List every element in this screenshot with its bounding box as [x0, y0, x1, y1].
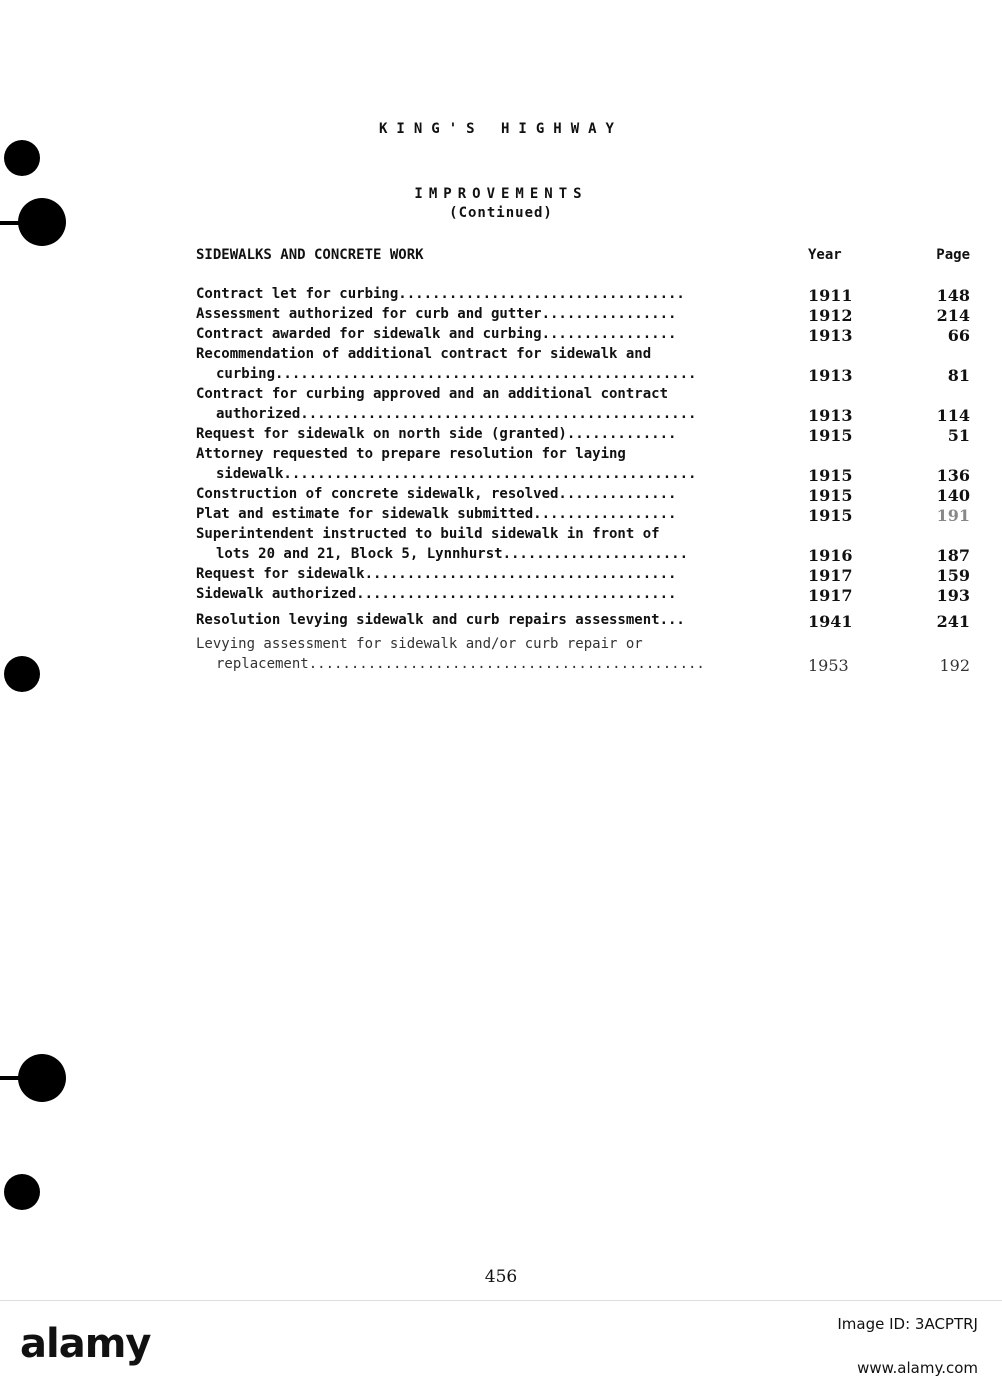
entry-description: Plat and estimate for sidewalk submitted................. [196, 506, 677, 522]
entry-year: 1917 [808, 586, 853, 605]
entry-page: 81 [947, 366, 970, 385]
entry-page: 140 [936, 486, 970, 505]
entry-description: curbing.................................................. [216, 366, 697, 382]
page-number: 456 [484, 1267, 518, 1287]
entry-page: 191 [936, 506, 970, 525]
binder-hole-2-tab [0, 221, 26, 225]
entry-page: 51 [947, 426, 970, 445]
entry-year: 1913 [808, 406, 853, 425]
year-column-header: Year [808, 247, 842, 263]
entry-description: Resolution levying sidewalk and curb repairs assessment... [196, 612, 685, 628]
entry-year: 1912 [808, 306, 853, 325]
entry-description: Construction of concrete sidewalk, resolved.............. [196, 486, 677, 502]
entry-description: replacement............................................... [216, 656, 705, 672]
entry-description: Contract for curbing approved and an additional contract [196, 386, 669, 402]
entry-year: 1915 [808, 506, 853, 525]
entry-description: sidewalk................................................. [216, 466, 697, 482]
page-column-header: Page [936, 247, 970, 263]
entry-page: 187 [936, 546, 970, 565]
entry-page: 241 [936, 612, 970, 631]
entry-description: Contract let for curbing.................................. [196, 286, 685, 302]
binder-hole-3 [4, 656, 40, 692]
entry-page: 193 [936, 586, 970, 605]
entry-year: 1913 [808, 366, 853, 385]
entry-year: 1911 [808, 286, 853, 305]
entry-description: authorized............................................... [216, 406, 697, 422]
brand-logo: alamy [20, 1321, 151, 1367]
binder-hole-1 [4, 140, 40, 176]
entry-page: 214 [936, 306, 970, 325]
watermark-footer [0, 1300, 1002, 1391]
entry-description: Assessment authorized for curb and gutter................ [196, 306, 677, 322]
entry-description: Request for sidewalk..................................... [196, 566, 677, 582]
entry-year: 1915 [808, 486, 853, 505]
entry-page: 159 [936, 566, 970, 585]
binder-hole-4-tab [0, 1076, 26, 1080]
section-heading: SIDEWALKS AND CONCRETE WORK [196, 247, 424, 263]
entry-description: Superintendent instructed to build sidewalk in front of [196, 526, 660, 542]
entry-year: 1915 [808, 426, 853, 445]
document-continued-note: (Continued) [449, 205, 553, 221]
entry-description: Recommendation of additional contract for sidewalk and [196, 346, 652, 362]
entry-page: 192 [939, 656, 970, 675]
entry-year: 1913 [808, 326, 853, 345]
entry-year: 1916 [808, 546, 853, 565]
entry-page: 66 [947, 326, 970, 345]
entry-page: 114 [936, 406, 970, 425]
entry-description: Attorney requested to prepare resolution for laying [196, 446, 626, 462]
entry-description: Sidewalk authorized...................................... [196, 586, 677, 602]
entry-year: 1917 [808, 566, 853, 585]
entry-description: lots 20 and 21, Block 5, Lynnhurst...................... [216, 546, 689, 562]
entry-description: Request for sidewalk on north side (granted)............. [196, 426, 677, 442]
entry-description: Levying assessment for sidewalk and/or curb repair or [196, 636, 643, 652]
document-subtitle: IMPROVEMENTS [414, 186, 588, 202]
image-id: Image ID: 3ACPTRJ [837, 1315, 978, 1333]
entry-page: 148 [936, 286, 970, 305]
watermark-url: www.alamy.com [857, 1359, 978, 1377]
entry-description: Contract awarded for sidewalk and curbing................ [196, 326, 677, 342]
document-title: KING'S HIGHWAY [378, 121, 623, 137]
entry-page: 136 [936, 466, 970, 485]
entry-year: 1915 [808, 466, 853, 485]
entry-year: 1953 [808, 656, 849, 675]
binder-hole-5 [4, 1174, 40, 1210]
entry-year: 1941 [808, 612, 853, 631]
